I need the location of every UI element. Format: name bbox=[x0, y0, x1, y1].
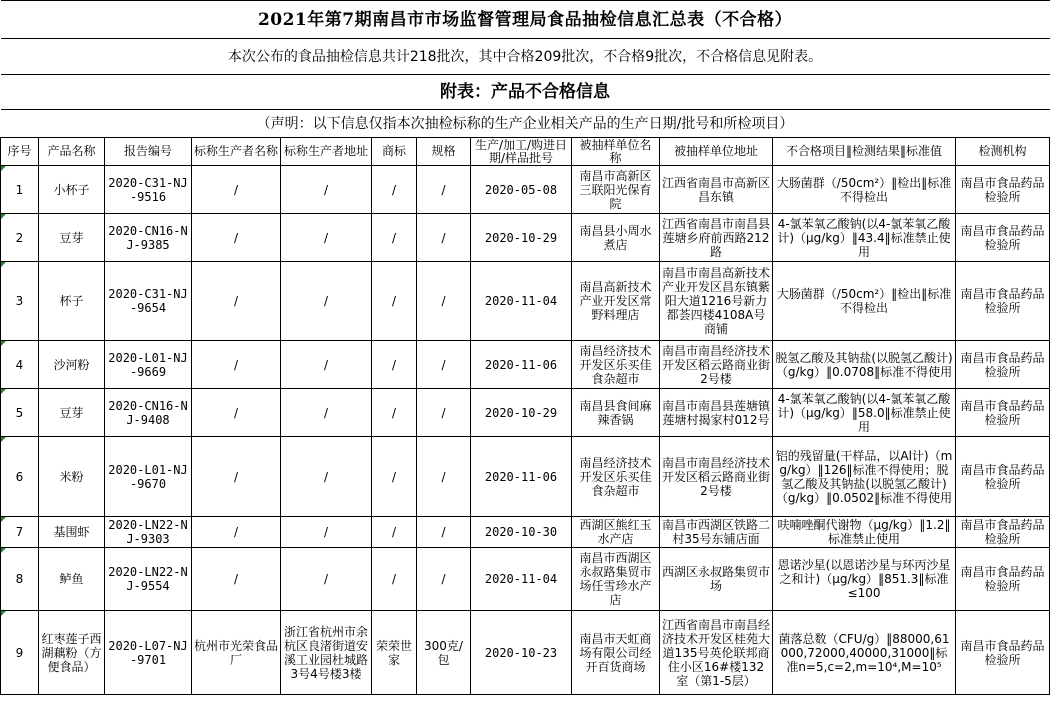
cell-report-no: 2020-L01-NJ-9670 bbox=[105, 437, 192, 517]
cell-agency: 南昌市食品药品检验所 bbox=[956, 548, 1050, 611]
cell-brand: / bbox=[372, 389, 417, 437]
cell-product: 米粉 bbox=[39, 437, 105, 517]
header-failed-items: 不合格项目‖检测结果‖标准值 bbox=[773, 138, 956, 166]
cell-sampled-unit: 南昌市天虹商场有限公司经开百货商场 bbox=[572, 611, 660, 695]
cell-producer-address: / bbox=[281, 389, 372, 437]
cell-producer-address: / bbox=[281, 262, 372, 341]
cell-spec: / bbox=[417, 214, 471, 262]
cell-failed-items: 4-氯苯氧乙酸钠(以4-氯苯氧乙酸计)（μg/kg）‖43.4‖标准禁止使用 bbox=[773, 214, 956, 262]
cell-failed-items: 铝的残留量(干样品，以Al计)（mg/kg）‖126‖标准不得使用；脱氢乙酸及其钠盐(以脱氢乙酸计)（g/kg）‖0.0502‖标准不得使用 bbox=[773, 437, 956, 517]
cell-failed-items: 大肠菌群（/50cm²）‖检出‖标准不得检出 bbox=[773, 262, 956, 341]
cell-spec: / bbox=[417, 548, 471, 611]
cell-report-no: 2020-L01-NJ-9669 bbox=[105, 341, 192, 389]
header-producer-address: 标称生产者地址 bbox=[281, 138, 372, 166]
cell-brand: / bbox=[372, 166, 417, 214]
header-brand: 商标 bbox=[372, 138, 417, 166]
header-sampled-address: 被抽样单位地址 bbox=[660, 138, 773, 166]
cell-agency: 南昌市食品药品检验所 bbox=[956, 341, 1050, 389]
cell-date: 2020-11-06 bbox=[471, 437, 572, 517]
cell-date: 2020-10-30 bbox=[471, 517, 572, 548]
cell-brand: / bbox=[372, 341, 417, 389]
cell-failed-items: 呋喃唑酮代谢物（μg/kg）‖1.2‖标准禁止使用 bbox=[773, 517, 956, 548]
cell-seq: 1 bbox=[1, 166, 39, 214]
cell-product: 沙河粉 bbox=[39, 341, 105, 389]
table-row bbox=[1, 214, 1050, 262]
cell-agency: 南昌市食品药品检验所 bbox=[956, 437, 1050, 517]
table-row bbox=[1, 341, 1050, 389]
cell-seq: 6 bbox=[1, 437, 39, 517]
cell-date: 2020-10-23 bbox=[471, 611, 572, 695]
cell-brand: / bbox=[372, 548, 417, 611]
cell-sampled-address: 江西省南昌市南昌经济技术开发区桂苑大道135号英伦联邦商住小区16#楼132室（第1-5层） bbox=[660, 611, 773, 695]
cell-spec: / bbox=[417, 262, 471, 341]
cell-producer: / bbox=[192, 548, 281, 611]
cell-spec: 300克/包 bbox=[417, 611, 471, 695]
cell-producer: / bbox=[192, 437, 281, 517]
cell-report-no: 2020-LN22-NJ-9554 bbox=[105, 548, 192, 611]
table-row bbox=[1, 611, 1050, 695]
cell-failed-items: 4-氯苯氧乙酸钠(以4-氯苯氧乙酸计)（μg/kg）‖58.0‖标准禁止使用 bbox=[773, 389, 956, 437]
cell-brand: / bbox=[372, 437, 417, 517]
cell-date: 2020-05-08 bbox=[471, 166, 572, 214]
cell-agency: 南昌市食品药品检验所 bbox=[956, 611, 1050, 695]
cell-report-no: 2020-CN16-NJ-9408 bbox=[105, 389, 192, 437]
cell-seq: 3 bbox=[1, 262, 39, 341]
cell-spec: / bbox=[417, 389, 471, 437]
cell-seq: 4 bbox=[1, 341, 39, 389]
cell-agency: 南昌市食品药品检验所 bbox=[956, 214, 1050, 262]
cell-brand: 荣荣世家 bbox=[372, 611, 417, 695]
cell-failed-items: 菌落总数（CFU/g）‖88000,61000,72000,40000,31000‖标准n=5,c=2,m=10⁴,M=10⁵ bbox=[773, 611, 956, 695]
cell-product: 鲈鱼 bbox=[39, 548, 105, 611]
cell-seq: 5 bbox=[1, 389, 39, 437]
cell-sampled-unit: 南昌市高新区三联阳光保育院 bbox=[572, 166, 660, 214]
cell-report-no: 2020-LN22-NJ-9303 bbox=[105, 517, 192, 548]
header-date: 生产/加工/购进日期/样品批号 bbox=[471, 138, 572, 166]
header-producer: 标称生产者名称 bbox=[192, 138, 281, 166]
statement-text: （声明：以下信息仅指本次抽检标称的生产企业相关产品的生产日期/批号和所检项目） bbox=[1, 110, 1050, 138]
cell-brand: / bbox=[372, 214, 417, 262]
table-row bbox=[1, 517, 1050, 548]
cell-date: 2020-10-29 bbox=[471, 214, 572, 262]
cell-product: 基围虾 bbox=[39, 517, 105, 548]
cell-spec: / bbox=[417, 517, 471, 548]
table-row bbox=[1, 262, 1050, 341]
cell-producer-address: / bbox=[281, 166, 372, 214]
summary-text: 本次公布的食品抽检信息共计218批次，其中合格209批次，不合格9批次，不合格信息见附表。 bbox=[1, 39, 1050, 75]
cell-date: 2020-11-04 bbox=[471, 548, 572, 611]
cell-report-no: 2020-CN16-NJ-9385 bbox=[105, 214, 192, 262]
cell-producer-address: 浙江省杭州市余杭区良渚街道安溪工业园杜城路3号4号楼3楼 bbox=[281, 611, 372, 695]
cell-producer: / bbox=[192, 166, 281, 214]
header-report-no: 报告编号 bbox=[105, 138, 192, 166]
cell-producer-address: / bbox=[281, 517, 372, 548]
header-product: 产品名称 bbox=[39, 138, 105, 166]
annex-title: 附表：产品不合格信息 bbox=[1, 75, 1050, 110]
cell-date: 2020-11-04 bbox=[471, 262, 572, 341]
cell-sampled-unit: 南昌经济技术开发区乐买佳食杂超市 bbox=[572, 341, 660, 389]
cell-brand: / bbox=[372, 262, 417, 341]
cell-producer-address: / bbox=[281, 214, 372, 262]
cell-producer: / bbox=[192, 389, 281, 437]
cell-producer-address: / bbox=[281, 548, 372, 611]
table-row bbox=[1, 166, 1050, 214]
cell-failed-items: 脱氢乙酸及其钠盐(以脱氢乙酸计)（g/kg）‖0.0708‖标准不得使用 bbox=[773, 341, 956, 389]
table-row bbox=[1, 389, 1050, 437]
cell-brand: / bbox=[372, 517, 417, 548]
table-row bbox=[1, 437, 1050, 517]
cell-spec: / bbox=[417, 341, 471, 389]
cell-sampled-unit: 南昌高新技术产业开发区常野料理店 bbox=[572, 262, 660, 341]
cell-agency: 南昌市食品药品检验所 bbox=[956, 517, 1050, 548]
header-row bbox=[1, 138, 1050, 166]
cell-sampled-address: 南昌市南昌县莲塘镇莲塘村揭家村012号 bbox=[660, 389, 773, 437]
cell-sampled-address: 南昌市南昌经济技术开发区稻云路商业街2号楼 bbox=[660, 437, 773, 517]
cell-sampled-unit: 南昌县食间麻辣香锅 bbox=[572, 389, 660, 437]
cell-date: 2020-11-06 bbox=[471, 341, 572, 389]
table-row bbox=[1, 548, 1050, 611]
cell-seq: 8 bbox=[1, 548, 39, 611]
cell-agency: 南昌市食品药品检验所 bbox=[956, 389, 1050, 437]
cell-sampled-address: 南昌市南昌经济技术开发区稻云路商业街2号楼 bbox=[660, 341, 773, 389]
cell-producer-address: / bbox=[281, 437, 372, 517]
cell-producer: / bbox=[192, 517, 281, 548]
cell-seq: 9 bbox=[1, 611, 39, 695]
cell-sampled-unit: 南昌经济技术开发区乐买佳食杂超市 bbox=[572, 437, 660, 517]
cell-producer: / bbox=[192, 214, 281, 262]
cell-producer-address: / bbox=[281, 341, 372, 389]
cell-product: 豆芽 bbox=[39, 214, 105, 262]
cell-producer: / bbox=[192, 262, 281, 341]
cell-product: 杯子 bbox=[39, 262, 105, 341]
cell-report-no: 2020-L07-NJ-9701 bbox=[105, 611, 192, 695]
cell-product: 豆芽 bbox=[39, 389, 105, 437]
cell-product: 小杯子 bbox=[39, 166, 105, 214]
cell-sampled-address: 江西省南昌市南昌县莲塘乡府前西路212路 bbox=[660, 214, 773, 262]
cell-seq: 7 bbox=[1, 517, 39, 548]
header-agency: 检测机构 bbox=[956, 138, 1050, 166]
page-title: 2021年第7期南昌市市场监督管理局食品抽检信息汇总表（不合格） bbox=[1, 1, 1050, 39]
cell-producer: 杭州市光荣食品厂 bbox=[192, 611, 281, 695]
cell-sampled-address: 江西省南昌市高新区昌东镇 bbox=[660, 166, 773, 214]
cell-date: 2020-10-29 bbox=[471, 389, 572, 437]
cell-sampled-unit: 西湖区熊红玉水产店 bbox=[572, 517, 660, 548]
cell-sampled-unit: 南昌市西湖区永叔路集贸市场任雪珍水产店 bbox=[572, 548, 660, 611]
cell-failed-items: 大肠菌群（/50cm²）‖检出‖标准不得检出 bbox=[773, 166, 956, 214]
cell-sampled-address: 西湖区永叔路集贸市场 bbox=[660, 548, 773, 611]
cell-failed-items: 恩诺沙星(以恩诺沙星与环丙沙星之和计)（μg/kg）‖851.3‖标准≤100 bbox=[773, 548, 956, 611]
cell-report-no: 2020-C31-NJ-9516 bbox=[105, 166, 192, 214]
cell-spec: / bbox=[417, 437, 471, 517]
cell-producer: / bbox=[192, 341, 281, 389]
cell-report-no: 2020-C31-NJ-9654 bbox=[105, 262, 192, 341]
cell-agency: 南昌市食品药品检验所 bbox=[956, 166, 1050, 214]
cell-sampled-address: 南昌市西湖区铁路二村35号东铺店面 bbox=[660, 517, 773, 548]
cell-spec: / bbox=[417, 166, 471, 214]
cell-product: 红枣莲子西湖藕粉（方便食品） bbox=[39, 611, 105, 695]
cell-sampled-unit: 南昌县小周水煮店 bbox=[572, 214, 660, 262]
cell-sampled-address: 南昌市南昌高新技术产业开发区昌东镇紫阳大道1216号新力都荟四楼4108A号商铺 bbox=[660, 262, 773, 341]
cell-agency: 南昌市食品药品检验所 bbox=[956, 262, 1050, 341]
cell-seq: 2 bbox=[1, 214, 39, 262]
header-sampled-unit: 被抽样单位名称 bbox=[572, 138, 660, 166]
header-seq: 序号 bbox=[1, 138, 39, 166]
header-spec: 规格 bbox=[417, 138, 471, 166]
